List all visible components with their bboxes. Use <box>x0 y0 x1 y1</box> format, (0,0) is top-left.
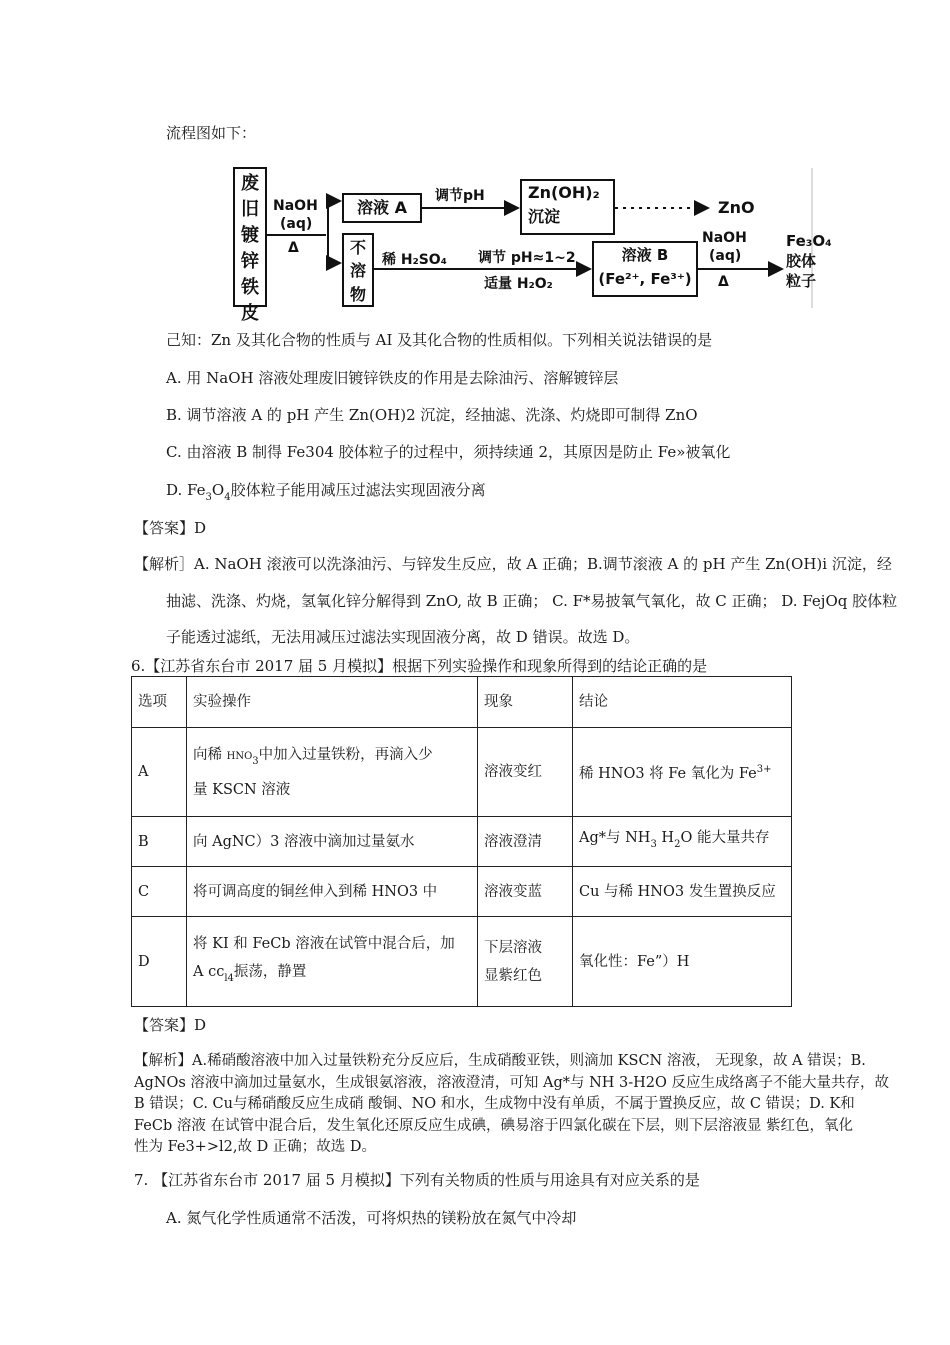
q5-known: 己知：Zn 及其化合物的性质与 AI 及其化合物的性质相似。下列相关说法错误的是 <box>166 331 713 349</box>
znoh2-box <box>520 179 615 235</box>
q7-option-a: A. 氮气化学性质通常不活泼，可将炽热的镁粉放在氮气中冷却 <box>166 1209 577 1227</box>
solution-b-box <box>592 241 698 297</box>
reagent-state-2: (aq) <box>709 248 742 264</box>
row-b-concl-post: O 能大量共存 <box>680 830 770 846</box>
q6-analysis-line5: 性为 Fe3+>l2,故 D 正确；故选 D。 <box>134 1139 377 1155</box>
solution-b-ions: (Fe²⁺, Fe³⁺) <box>598 270 692 288</box>
reagent-naoh-2: NaOH <box>702 230 747 246</box>
q6-analysis-line3: B 错误；C. Cu与稀硝酸反应生成硝 酸铜、NO 和水，生成物中没有单质，不属于置换反应，故 C 错误；D. K和 <box>134 1096 855 1112</box>
table-header-row <box>132 677 792 728</box>
q5-analysis-line1: 【解析］A. NaOH 滚液可以洗涤油污、与锌发生反应，故 A 正确；B.调节滚液 A 的 pH 产生 Zn(OH)i 沉淀，经 <box>134 555 892 573</box>
q5-option-d-sub2: 4 <box>224 492 231 503</box>
q5-answer: 【答案】D <box>134 519 207 537</box>
row-d-operation <box>187 917 478 1007</box>
source-box <box>233 167 267 324</box>
row-d-conclusion: 氧化性：Fe”）H <box>573 917 792 1007</box>
q6-title: 6.【江苏省东台市 2017 届 5 月模拟】根据下列实验操作和现象所得到的结论正确的是 <box>131 657 708 675</box>
source-char: 镀 <box>241 225 259 246</box>
q5-option-c: C. 由溶液 B 制得 Fe304 胶体粒子的过程中，须持续通 2，其原因是防止 Fe»被氧化 <box>166 443 731 461</box>
q6-analysis-line4: FeCb 溶液 在试管中混合后，发生氧化还原反应生成碘，碘易溶于四氯化碳在下层，则下层溶液显 紫红色，氧化 <box>134 1118 854 1134</box>
q5-option-d-pre: D. Fe <box>166 481 206 499</box>
row-c-operation: 将可调高度的铜丝伸入到稀 HNO3 中 <box>187 867 478 917</box>
heat-symbol-2: Δ <box>718 274 729 290</box>
row-a-conclusion <box>573 728 792 817</box>
flowchart-intro: 流程图如下： <box>166 124 257 142</box>
insoluble-box <box>342 233 374 307</box>
row-d-phenomenon <box>478 917 573 1007</box>
insoluble-char: 不 <box>349 238 366 258</box>
table-row <box>132 817 792 867</box>
header-operation: 实验操作 <box>187 677 478 728</box>
dilute-h2so4-label: 稀 H₂SO₄ <box>382 252 447 268</box>
row-d-op-line1: 将 KI 和 FeCb 溶液在试管中混合后，加 <box>193 936 455 952</box>
table-row <box>132 867 792 917</box>
q6-analysis-line1: 【解析】A.稀硝酸溶液中加入过量铁粉充分反应后，生成硝酸亚铁，则滴加 KSCN 溶液， 无现象，故 A 错误；B. <box>134 1053 866 1069</box>
heat-symbol-1: Δ <box>288 240 299 256</box>
znoh2-formula: Zn(OH)₂ <box>528 183 600 202</box>
q5-option-a: A. 用 NaOH 溶液处理废旧镀锌铁皮的作用是去除油污、溶解镀锌层 <box>166 369 619 387</box>
source-char: 锌 <box>241 251 259 272</box>
row-a-concl-pre: 稀 HNO3 将 Fe 氧化为 Fe <box>579 766 757 782</box>
row-a-op-sub: 3 <box>252 755 259 767</box>
znoh2-precipitate: 沉淀 <box>528 207 561 226</box>
row-d-phen-line1: 下层溶液 <box>484 939 542 956</box>
row-b-concl-sub2: 2 <box>674 839 681 850</box>
reagent-naoh-1: NaOH <box>273 198 318 214</box>
row-b-concl-mid: H <box>656 830 675 846</box>
row-a-option: A <box>132 728 187 817</box>
zno-product: ZnO <box>718 198 755 217</box>
row-c-phenomenon: 溶液变蓝 <box>478 867 573 917</box>
fe3o4-particles: 粒子 <box>786 272 817 290</box>
table-row <box>132 728 792 817</box>
q5-option-b: B. 调节溶液 A 的 pH 产生 Zn(OH)2 沉淀，经抽滤、洗涤、灼烧即可制得 ZnO <box>166 406 698 424</box>
table-row <box>132 917 792 1007</box>
row-c-option: C <box>132 867 187 917</box>
q5-option-d <box>166 480 486 508</box>
row-d-op-sub: l4 <box>224 973 234 984</box>
q5-analysis-line2: 抽滤、洗涤、灼烧，氢氧化锌分解得到 ZnO, 故 B 正确； C. F*易披氧气氧化，故 C 正确； D. FejOq 胶体粒 <box>166 592 898 610</box>
row-a-op-line2: 量 KSCN 溶液 <box>193 781 291 798</box>
row-b-operation: 向 AgNC）3 溶液中滴加过量氨水 <box>187 817 478 867</box>
fe3o4-colloid: 胶体 <box>786 252 817 270</box>
insoluble-char: 物 <box>349 284 366 304</box>
adjust-ph-range-label: 调节 pH≈1~2 <box>478 250 576 266</box>
fe3o4-formula: Fe₃O₄ <box>786 232 832 250</box>
row-a-op-small: HNO <box>226 750 253 762</box>
row-a-op-post: 中加入过量铁粉，再滴入少 <box>258 746 433 763</box>
q5-option-d-sub1: 3 <box>205 492 212 503</box>
q6-answer: 【答案】D <box>134 1016 207 1034</box>
h2o2-label: 适量 H₂O₂ <box>484 276 553 292</box>
row-b-concl-pre: Ag*与 NH <box>579 830 651 846</box>
solution-b-name: 溶液 B <box>621 246 669 264</box>
q5-option-d-mid: O <box>211 481 225 499</box>
header-option: 选项 <box>132 677 187 728</box>
source-char: 铁 <box>241 277 259 298</box>
q5-analysis-line3: 子能透过滤纸，无法用减压过滤法实现固液分离，故 D 错误。故选 D。 <box>166 628 640 646</box>
insoluble-char: 溶 <box>349 261 366 281</box>
row-d-phen-line2: 显紫红色 <box>484 967 542 984</box>
solution-a-box: 溶液 A <box>342 193 422 223</box>
q6-table <box>131 676 792 1007</box>
source-char: 废 <box>241 173 259 194</box>
q7-title: 7. 【江苏省东台市 2017 届 5 月模拟】下列有关物质的性质与用途具有对应关系的是 <box>134 1171 700 1189</box>
row-d-option: D <box>132 917 187 1007</box>
row-b-conclusion <box>573 817 792 867</box>
header-conclusion: 结论 <box>573 677 792 728</box>
header-phenomenon: 现象 <box>478 677 573 728</box>
row-b-phenomenon: 溶液澄清 <box>478 817 573 867</box>
q6-analysis-line2: AgNOs 溶液中滴加过量氨水，生成银氨溶液，溶液澄清，可知 Ag*与 NH 3-H2O 反应生成络离子不能大量共存，故 <box>134 1075 890 1091</box>
row-a-concl-sup: 3+ <box>756 764 772 775</box>
reagent-state-1: (aq) <box>280 216 313 232</box>
fe3o4-product <box>786 231 832 291</box>
source-char: 皮 <box>241 303 259 324</box>
source-char: 旧 <box>241 199 259 220</box>
process-flowchart <box>230 163 832 324</box>
row-b-option: B <box>132 817 187 867</box>
row-d-op-pre: A cc <box>193 964 225 980</box>
adjust-ph-label: 调节pH <box>435 188 485 204</box>
row-a-operation <box>187 728 478 817</box>
row-a-op-pre: 向稀 <box>193 746 227 763</box>
row-d-op-post: 振荡，静置 <box>233 964 307 980</box>
row-c-conclusion: Cu 与稀 HNO3 发生置换反应 <box>573 867 792 917</box>
q5-option-d-post: 胶体粒子能用减压过滤法实现固液分离 <box>230 481 486 499</box>
row-a-phenomenon: 溶液变红 <box>478 728 573 817</box>
row-b-concl-sub1: 3 <box>650 839 657 850</box>
